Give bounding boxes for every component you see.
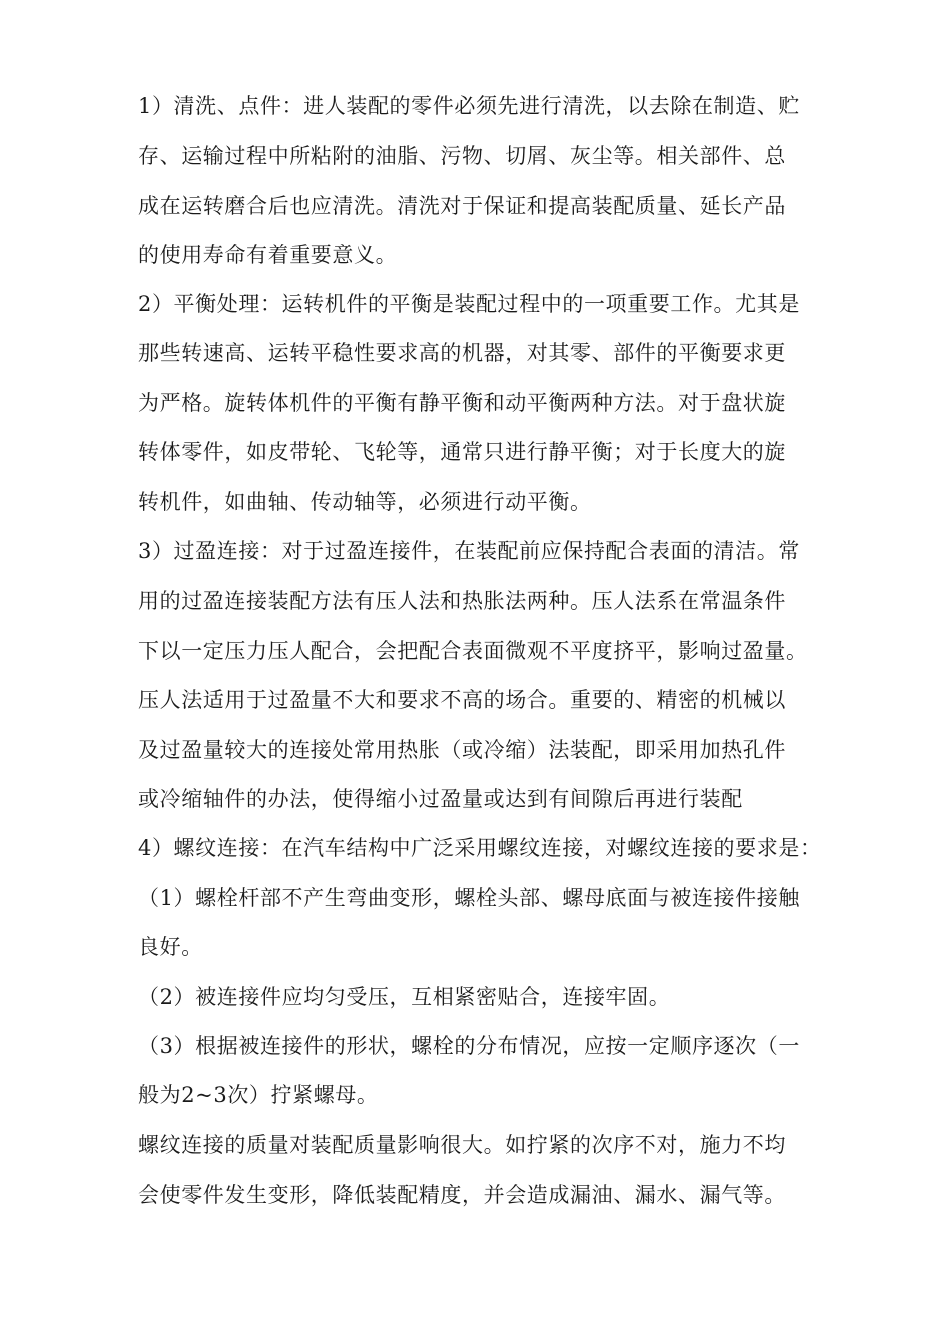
text-line: 压人法适用于过盈量不大和要求不高的场合。重要的、精密的机械以 (138, 688, 786, 712)
text-line: 为严格。旋转体机件的平衡有静平衡和动平衡两种方法。对于盘状旋 (138, 391, 786, 415)
text-line: 下以一定压力压人配合，会把配合表面微观不平度挤平，影响过盈量。 (138, 639, 808, 663)
text-line: 成在运转磨合后也应清洗。清洗对于保证和提高装配质量、延长产品 (138, 194, 786, 218)
text-line: 4）螺纹连接：在汽车结构中广泛采用螺纹连接，对螺纹连接的要求是： (138, 836, 822, 860)
text-line: 或冷缩轴件的办法，使得缩小过盈量或达到有间隙后再进行装配 (138, 787, 743, 811)
text-line: 转体零件，如皮带轮、飞轮等，通常只进行静平衡；对于长度大的旋 (138, 440, 786, 464)
text-line: 般为2~3次）拧紧螺母。 (138, 1083, 379, 1107)
text-line: （1）螺栓杆部不产生弯曲变形，螺栓头部、螺母底面与被连接件接触 (138, 886, 800, 910)
text-line: 会使零件发生变形，降低装配精度，并会造成漏油、漏水、漏气等。 (138, 1183, 786, 1207)
text-line: 3）过盈连接：对于过盈连接件，在装配前应保持配合表面的清洁。常 (138, 539, 800, 563)
text-line: 那些转速高、运转平稳性要求高的机器，对其零、部件的平衡要求更 (138, 341, 786, 365)
text-line: 转机件，如曲轴、传动轴等，必须进行动平衡。 (138, 490, 592, 514)
text-line: （3）根据被连接件的形状，螺栓的分布情况，应按一定顺序逐次（一 (138, 1034, 800, 1058)
text-line: （2）被连接件应均匀受压，互相紧密贴合，连接牢固。 (138, 985, 671, 1009)
text-line: 及过盈量较大的连接处常用热胀（或冷缩）法装配，即采用加热孔件 (138, 738, 786, 762)
text-line: 螺纹连接的质量对装配质量影响很大。如拧紧的次序不对，施力不均 (138, 1133, 786, 1157)
text-line: 2）平衡处理：运转机件的平衡是装配过程中的一项重要工作。尤其是 (138, 292, 800, 316)
text-line: 的使用寿命有着重要意义。 (138, 243, 398, 267)
text-line: 1）清洗、点件：进人装配的零件必须先进行清洗，以去除在制造、贮 (138, 94, 800, 118)
text-line: 用的过盈连接装配方法有压人法和热胀法两种。压人法系在常温条件 (138, 589, 786, 613)
text-line: 存、运输过程中所粘附的油脂、污物、切屑、灰尘等。相关部件、总 (138, 144, 786, 168)
text-line: 良好。 (138, 935, 203, 959)
